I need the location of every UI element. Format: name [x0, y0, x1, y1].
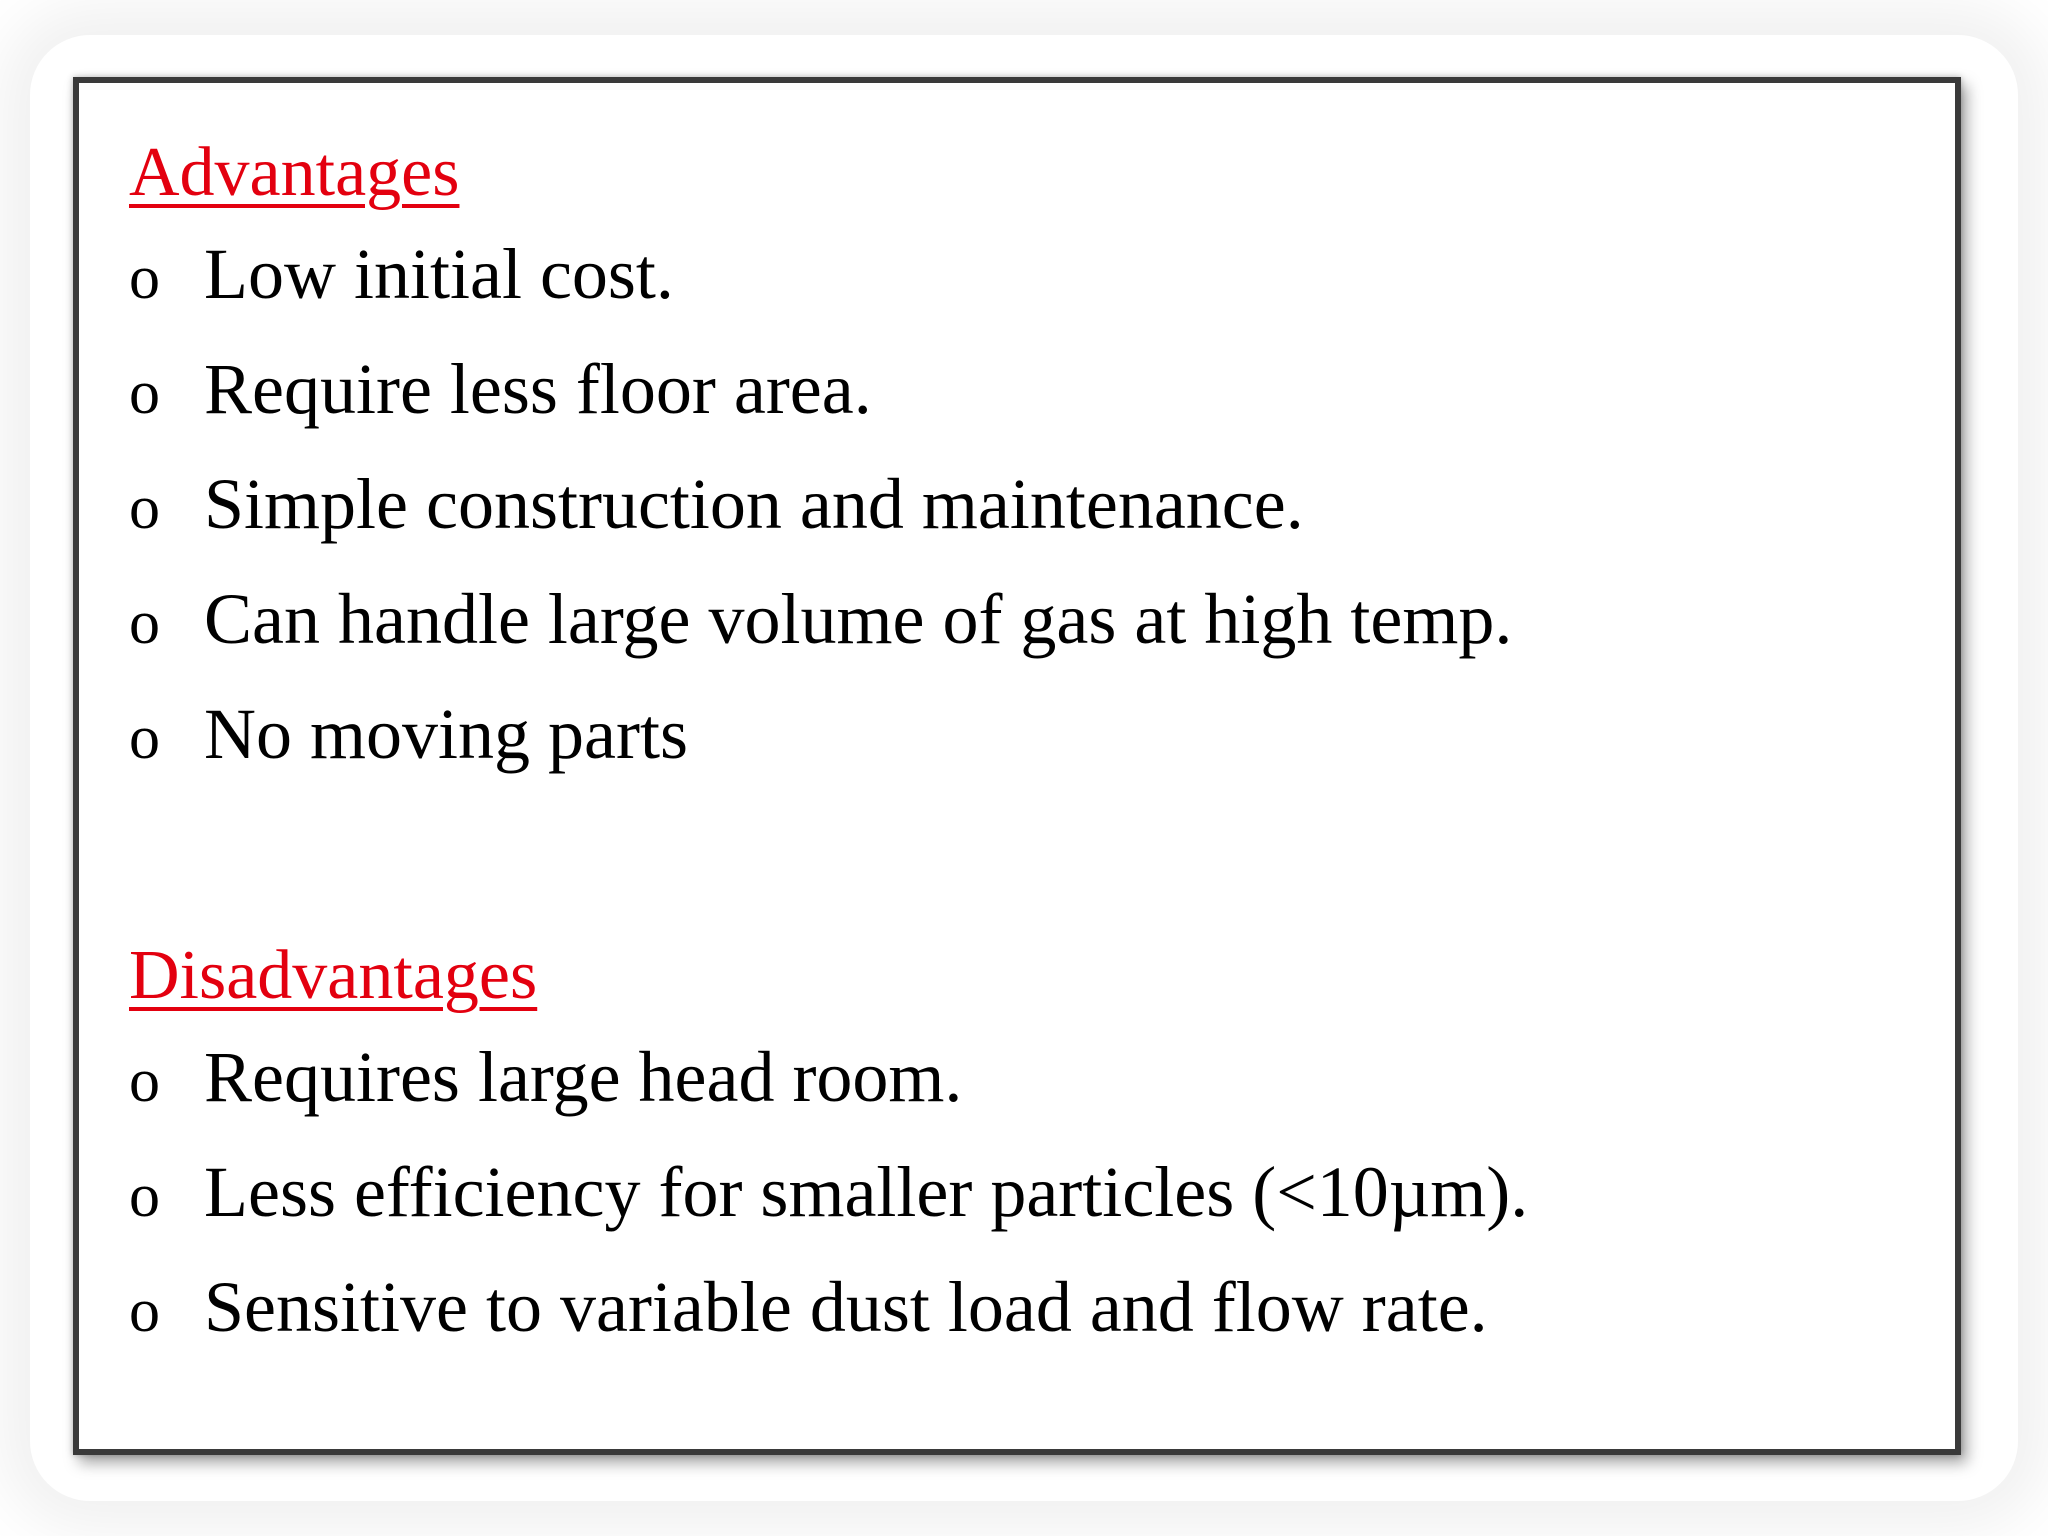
list-item — [129, 463, 1512, 578]
list-item — [129, 233, 1512, 348]
list-item-text: Sensitive to variable dust load and flow rate. — [204, 1267, 1488, 1347]
bullet-icon: o — [129, 244, 160, 312]
bullet-icon: o — [129, 589, 160, 657]
list-item-text: Can handle large volume of gas at high temp. — [204, 579, 1513, 659]
advantages-list — [129, 233, 1512, 808]
advantages-heading: Advantages — [129, 134, 460, 211]
bullet-icon: o — [129, 704, 160, 772]
list-item — [129, 1266, 1528, 1381]
bullet-icon: o — [129, 1277, 160, 1345]
disadvantages-list — [129, 1036, 1528, 1381]
list-item-text: Requires large head room. — [204, 1037, 963, 1117]
slide-frame — [73, 77, 1961, 1455]
disadvantages-heading: Disadvantages — [129, 937, 538, 1014]
list-item-text: Less efficiency for smaller particles (<10µm). — [204, 1152, 1529, 1232]
list-item-text: Simple construction and maintenance. — [204, 464, 1304, 544]
bullet-icon: o — [129, 1162, 160, 1230]
list-item-text: Low initial cost. — [204, 234, 674, 314]
list-item — [129, 1036, 1528, 1151]
bullet-icon: o — [129, 474, 160, 542]
list-item — [129, 693, 1512, 808]
list-item-text: No moving parts — [204, 694, 688, 774]
list-item — [129, 578, 1512, 693]
list-item-text: Require less floor area. — [204, 349, 872, 429]
list-item — [129, 1151, 1528, 1266]
bullet-icon: o — [129, 359, 160, 427]
list-item — [129, 348, 1512, 463]
bullet-icon: o — [129, 1047, 160, 1115]
